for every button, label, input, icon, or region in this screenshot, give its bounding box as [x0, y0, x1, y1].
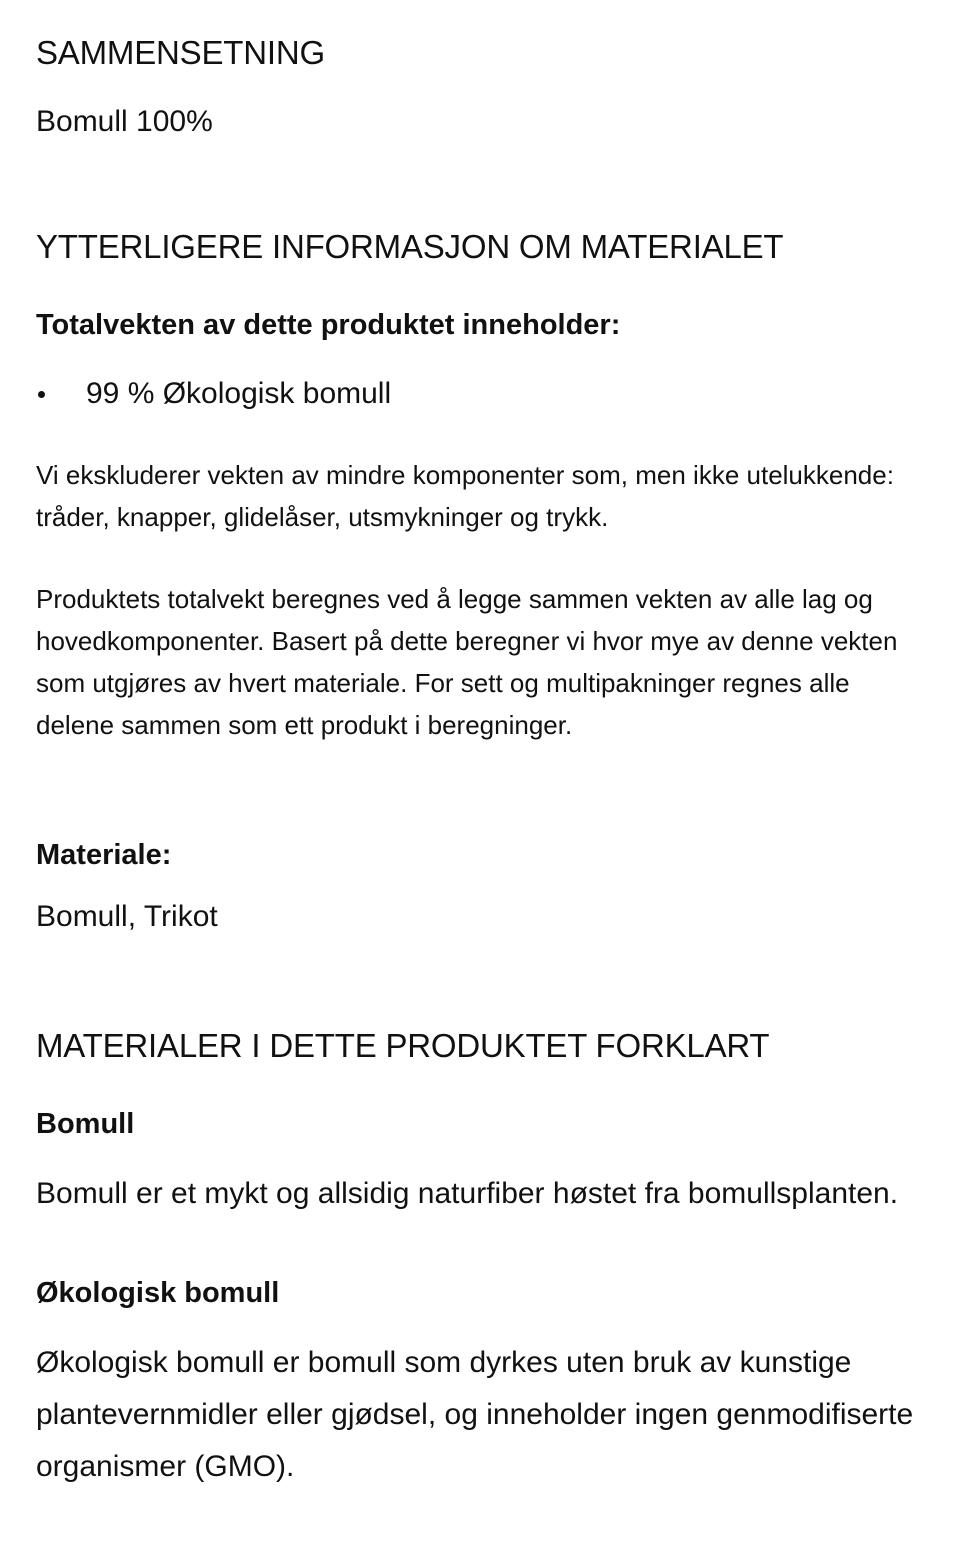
composition-value: Bomull 100%: [36, 105, 213, 138]
material-value: Bomull, Trikot: [36, 900, 218, 933]
bullet-icon: [38, 391, 45, 398]
total-weight-heading: Totalvekten av dette produktet inneholder:: [36, 309, 621, 341]
list-item-text: 99 % Økologisk bomull: [86, 377, 392, 410]
material-description-cotton: Bomull er et mykt og allsidig naturfiber høstet fra bomullsplanten.: [36, 1177, 899, 1210]
materials-explained-section: [36, 1026, 924, 1493]
material-title-cotton: Bomull: [36, 1108, 135, 1140]
list-item: [36, 375, 924, 413]
material-title-organic-cotton: Økologisk bomull: [36, 1277, 280, 1309]
material-info-section: [36, 227, 924, 936]
material-weight-list: [36, 375, 924, 413]
material-info-heading: YTTERLIGERE INFORMASJON OM MATERIALET: [36, 228, 784, 265]
exclusion-note: Vi ekskluderer vekten av mindre komponenter som, men ikke utelukkende: tråder, knapper, glidelåser, utsmykninger og trykk.: [36, 460, 894, 532]
material-description-organic-cotton: Økologisk bomull er bomull som dyrkes uten bruk av kunstige plantevernmidler eller gjødsel, og inneholder ingen genmodifiserte organismer (GMO).: [36, 1346, 914, 1483]
calculation-note: Produktets totalvekt beregnes ved å legge sammen vekten av alle lag og hovedkomponenter. Basert på dette beregner vi hvor mye av denne vekten som utgjøres av hvert materiale. For sett og multipakninger regnes alle delene sammen som ett produkt i beregninger.: [36, 584, 898, 740]
composition-heading: SAMMENSETNING: [36, 34, 325, 71]
composition-section: [36, 0, 924, 141]
material-label: Materiale:: [36, 839, 172, 871]
materials-explained-heading: MATERIALER I DETTE PRODUKTET FORKLART: [36, 1027, 770, 1064]
